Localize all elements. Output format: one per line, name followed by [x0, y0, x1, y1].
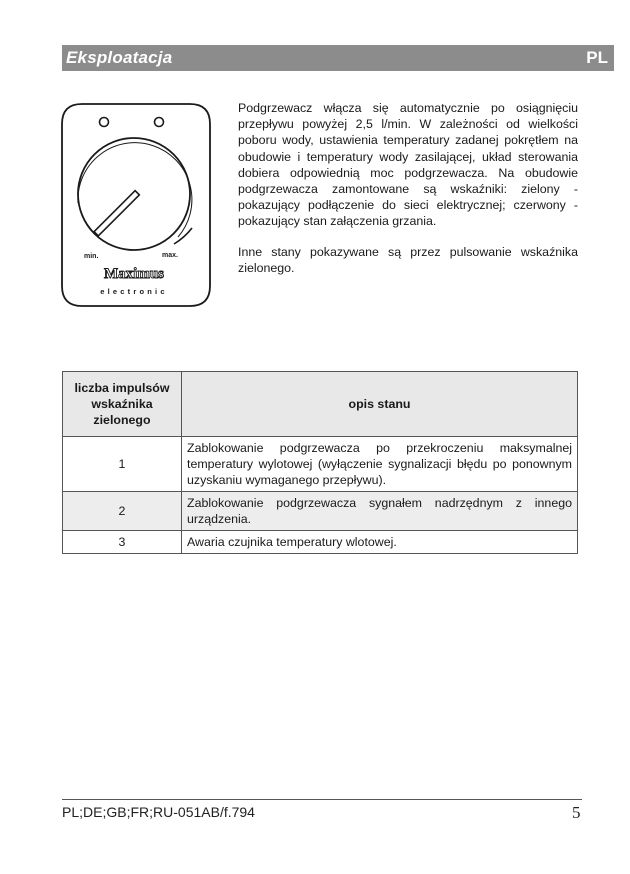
max-label: max.: [162, 252, 178, 259]
table-row: [63, 492, 578, 531]
table-row: [63, 437, 578, 492]
brand-logo: Maximus: [104, 266, 164, 282]
table-header-row: [63, 372, 578, 437]
impulse-count-cell: 1: [63, 437, 182, 492]
indicator-status-table: [62, 371, 578, 554]
section-header: [62, 45, 614, 71]
impulse-count-cell: 3: [63, 531, 182, 554]
column-header-status: opis stanu: [182, 372, 578, 437]
status-description-cell: Awaria czujnika temperatury wlotowej.: [182, 531, 578, 554]
section-title: Eksploatacja: [66, 48, 173, 67]
document-code: PL;DE;GB;FR;RU-051AB/f.794: [62, 804, 255, 820]
description-paragraph-2: Inne stany pokazywane są przez pulsowanie wskaźnika zielonego.: [238, 244, 578, 275]
status-description-cell: Zablokowanie podgrzewacza po przekroczeniu maksymalnej temperatury wylotowej (wyłączenie sygnalizacji błędu po ponownym uzyskaniu wymaganego przepływu).: [182, 437, 578, 492]
column-header-impulse-count: liczba impulsów wskaźnika zielonego: [63, 372, 182, 437]
green-indicator-icon: [100, 118, 109, 127]
status-description-cell: Zablokowanie podgrzewacza sygnałem nadrzędnym z innego urządzenia.: [182, 492, 578, 531]
brand-subtitle: electronic: [100, 287, 168, 296]
description-paragraph-1: Podgrzewacz włącza się automatycznie po osiągnięciu przepływu powyżej 2,5 l/min. W zależności od wielkości poboru wody, ustawienia temperatury zadanej pokrętłem na obudowie i temperatury wody zasilającej, układ sterowania dobiera odpowiednią moc podgrzewacza. Na obudowie podgrzewacza zamontowane są wskaźniki: zielony - pokazujący podłączenie do sieci elektrycznej; czerwony - pokazujący stan załączenia grzania.: [238, 101, 578, 229]
language-code: PL: [586, 48, 608, 67]
heater-panel-drawing: [60, 100, 212, 310]
table-row: [63, 531, 578, 554]
operation-description: [238, 100, 578, 290]
min-label: min.: [84, 253, 99, 260]
impulse-count-cell: 2: [63, 492, 182, 531]
red-indicator-icon: [155, 118, 164, 127]
page-number: 5: [572, 803, 581, 822]
heater-front-panel-illustration: [60, 100, 212, 310]
footer-divider: [62, 799, 582, 800]
